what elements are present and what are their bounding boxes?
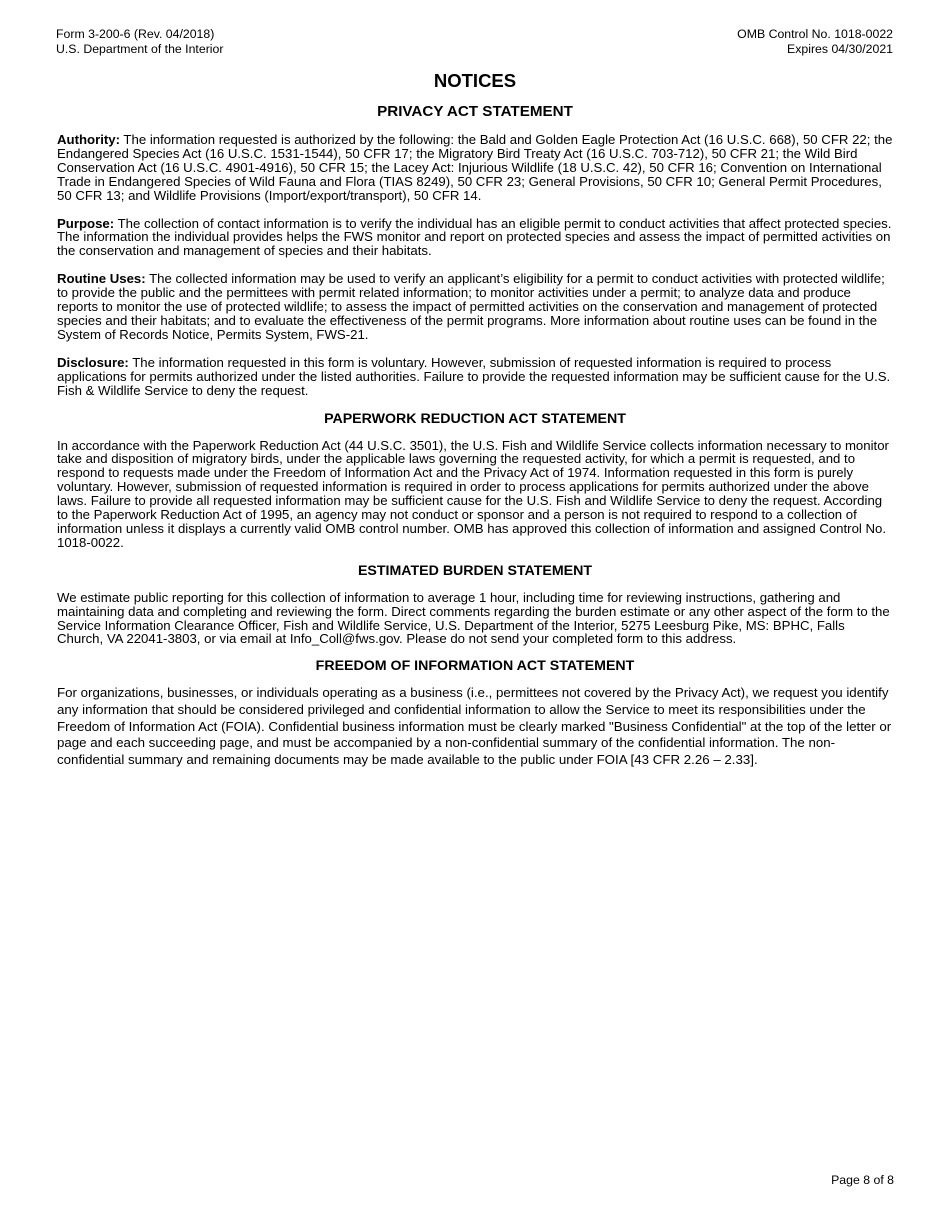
authority-paragraph — [57, 133, 893, 203]
disclosure-paragraph — [57, 356, 893, 398]
department-name: U.S. Department of the Interior — [56, 41, 224, 56]
page-title: NOTICES — [433, 70, 517, 91]
expiration-date: Expires 04/30/2021 — [787, 41, 893, 56]
disclosure-label: Disclosure: — [57, 354, 129, 370]
form-header-right — [737, 27, 893, 56]
paperwork-reduction-paragraph: In accordance with the Paperwork Reduction Act (44 U.S.C. 3501), the U.S. Fish and Wildlife Service collects information necessary to monitor take and disposition of migratory birds, under the applicable laws governing the requested activity, for which a permit is requested, and to respond to requests made under the Freedom of Information Act and the Privacy Act of 1974. Information requested in this form is purely voluntary. However, submission of requested information is required in order to process applications for permits authorized under the above laws. Failure to provide all requested information may be sufficient cause for the U.S. Fish and Wildlife Service to deny the request. According to the Paperwork Reduction Act of 1995, an agency may not conduct or sponsor and a person is not required to respond to a collection of information unless it displays a currently valid OMB control number. OMB has approved this collection of information and assigned Control No. 1018-0022. — [57, 437, 889, 550]
estimated-burden-heading: ESTIMATED BURDEN STATEMENT — [357, 562, 593, 579]
notices-body — [57, 103, 893, 769]
form-number: Form 3-200-6 (Rev. 04/2018) — [56, 27, 215, 41]
foia-paragraph: For organizations, businesses, or individuals operating as a business (i.e., permittees not covered by the Privacy Act), we request you identify any information that should be considered privileged and confidential information to allow the Service to meet its responsibilities under the Freedom of Information Act (FOIA). Confidential business information must be clearly marked "Business Confidential" at the top of the letter or page and each succeeding page, and must be accompanied by a non-confidential summary of the confidential information. The non-confidential summary and remaining documents may be made available to the public under FOIA [43 CFR 2.26 – 2.33]. — [57, 685, 892, 768]
authority-label: Authority: — [57, 132, 120, 147]
routine-uses-paragraph — [57, 272, 893, 342]
routine-uses-label: Routine Uses: — [57, 271, 146, 287]
paperwork-reduction-heading: PAPERWORK REDUCTION ACT STATEMENT — [324, 410, 626, 427]
disclosure-text: The information requested in this form is voluntary. However, submission of requested information is required to process applications for permits authorized under the listed authorities. Failure to provide the requested information may be sufficient cause for the U.S. Fish & Wildlife Service to deny the request. — [57, 354, 891, 398]
page-number: Page 8 of 8 — [831, 1173, 894, 1187]
estimated-burden-paragraph: We estimate public reporting for this collection of information to average 1 hour, including time for reviewing instructions, gathering and maintaining data and completing and reviewing the form. Direct comments regarding the burden estimate or any other aspect of the form to the Service Information Clearance Officer, Fish and Wildlife Service, U.S. Department of the Interior, 5275 Leesburg Pike, MS: BPHC, Falls Church, VA 22041-3803, or via email at Info_Coll@fws.gov. Please do not send your completed form to this address. — [57, 589, 890, 647]
form-header-left — [56, 27, 223, 56]
purpose-label: Purpose: — [57, 215, 115, 231]
foia-heading: FREEDOM OF INFORMATION ACT STATEMENT — [315, 658, 635, 675]
routine-uses-text: The collected information may be used to verify an applicant’s eligibility for a permit to conduct activities with protected wildlife; to provide the public and the permittees with permit related information; to monitor activities under a permit; to analyze data and produce reports to monitor the use of protected wildlife; to assess the impact of permitted activities on the conservation and management of protected species and their habitats; and to evaluate the effectiveness of the permit programs. More information about routine uses can be found in the System of Records Notice, Permits System, FWS-21. — [57, 271, 885, 342]
authority-text: The information requested is authorized by the following: the Bald and Golden Eagle Protection Act (16 U.S.C. 668), 50 CFR 22; the Endangered Species Act (16 U.S.C. 1531-1544), 50 CFR 17; the Migratory Bird Treaty Act (16 U.S.C. 703-712), 50 CFR 21; the Wild Bird Conservation Act (16 U.S.C. 4901-4916), 50 CFR 15; the Lacey Act: Injurious Wildlife (18 U.S.C. 42), 50 CFR 16; Convention on International Trade in Endangered Species of Wild Fauna and Flora (TIAS 8249), 50 CFR 23; General Provisions, 50 CFR 10; General Permit Procedures, 50 CFR 13; and Wildlife Provisions (Import/export/transport), 50 CFR 14. — [57, 132, 893, 203]
purpose-text: The collection of contact information is to verify the individual has an eligible permit to conduct activities that affect protected species. The information the individual provides helps the FWS monitor and report on protected species and assess the impact of permitted activities on the conservation and management of species and their habitats. — [57, 215, 892, 259]
privacy-act-heading: PRIVACY ACT STATEMENT — [377, 103, 573, 120]
omb-control-number: OMB Control No. 1018-0022 — [737, 27, 893, 41]
purpose-paragraph — [57, 217, 893, 259]
